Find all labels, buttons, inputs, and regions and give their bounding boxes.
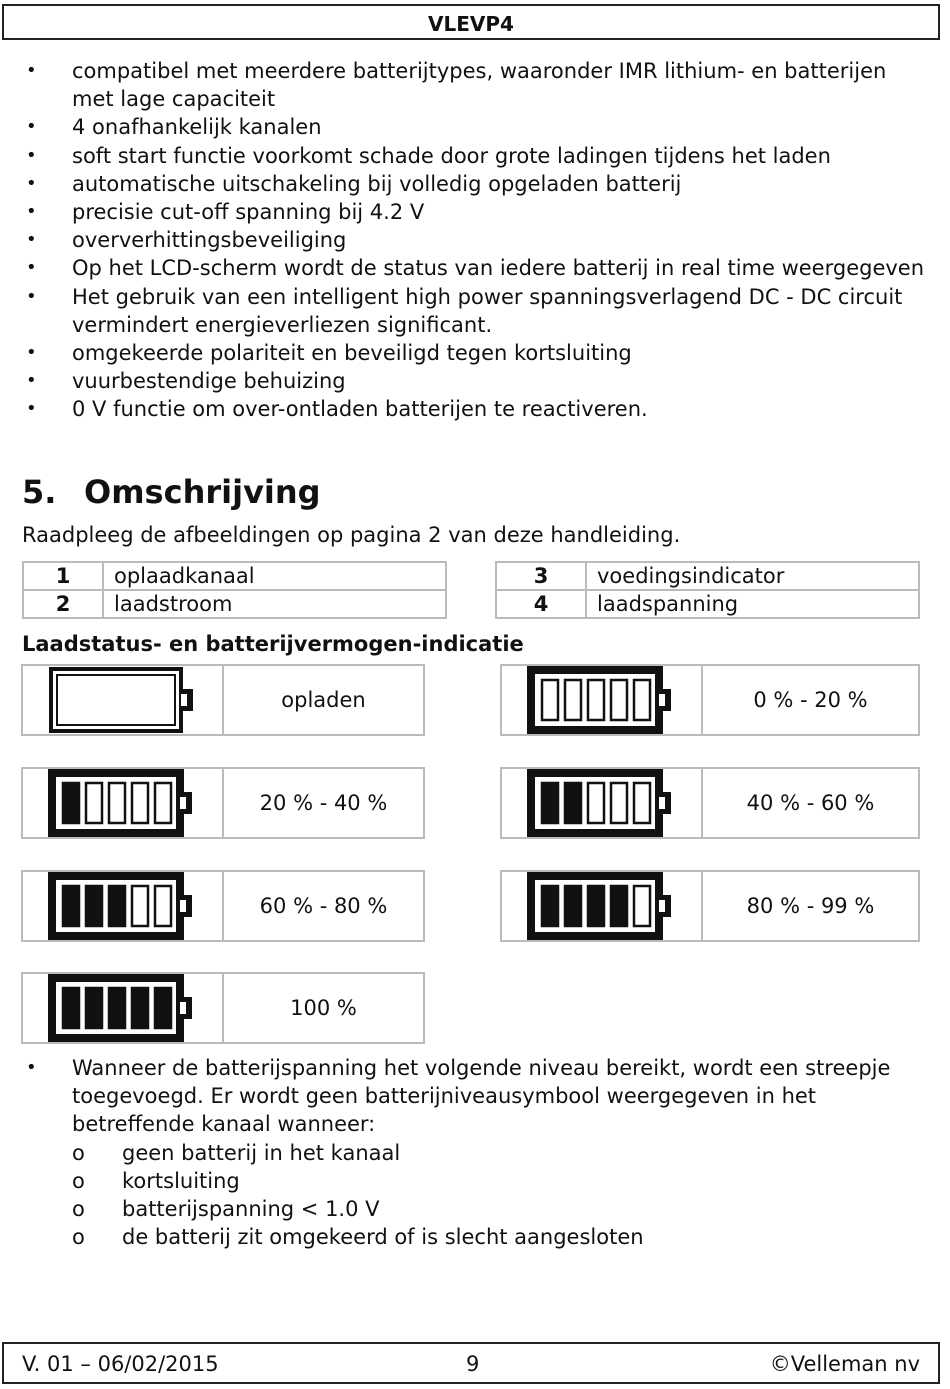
battery-terminal-notch: [180, 797, 186, 809]
battery-bar: [109, 886, 125, 926]
battery-bar: [634, 783, 650, 823]
battery-terminal-notch: [181, 694, 187, 706]
battery-bar: [542, 680, 558, 720]
battery-bar: [542, 783, 558, 823]
footer-version: V. 01 – 06/02/2015: [22, 1352, 219, 1376]
battery-bar: [109, 783, 125, 823]
battery-bar: [132, 783, 148, 823]
section-title: Omschrijving: [84, 473, 321, 511]
battery-bar: [588, 886, 604, 926]
table-row: [23, 562, 446, 590]
footer-copyright: ©Velleman nv: [769, 1352, 920, 1376]
battery-drawing: [527, 665, 677, 735]
list-item: • oververhittingsbeveiliging: [0, 226, 932, 254]
page-footer: [2, 1342, 940, 1384]
part-number: 3: [496, 562, 586, 590]
list-item: • 4 onafhankelijk kanalen: [0, 113, 932, 141]
parts-table-left: [22, 561, 447, 619]
battery-drawing: [527, 768, 677, 838]
battery-bar: [565, 680, 581, 720]
list-item: • Het gebruik van een intelligent high power spanningsverlagend DC - DC circuit vermindert energieverliezen significant.: [26, 284, 903, 337]
battery-icon: [23, 872, 224, 940]
indicator-cell: [21, 767, 425, 839]
battery-icon: [502, 666, 703, 734]
battery-bar: [611, 886, 627, 926]
battery-terminal-notch: [659, 694, 665, 706]
indicator-cell: [21, 664, 425, 736]
battery-bar: [588, 680, 604, 720]
note-section: [0, 1054, 950, 1251]
battery-inner-outline: [57, 675, 175, 725]
bullet-icon: •: [26, 370, 37, 392]
battery-icon: [502, 872, 703, 940]
sub-list-item: o geen batterij in het kanaal: [0, 1139, 950, 1167]
list-item: • vuurbestendige behuizing: [0, 367, 932, 395]
part-label: voedingsindicator: [586, 562, 919, 590]
part-label: oplaadkanaal: [103, 562, 446, 590]
circle-bullet-icon: o: [72, 1225, 85, 1250]
battery-bar: [611, 680, 627, 720]
part-label: laadstroom: [103, 590, 446, 618]
battery-bar: [155, 783, 171, 823]
parts-table-right: [495, 561, 920, 619]
battery-bar: [155, 886, 171, 926]
indicator-cell: [21, 870, 425, 942]
list-item: • Wanneer de batterijspanning het volgende niveau bereikt, wordt een streepje toegevoegd. Er wordt geen batterijniveausymbool weergegeven in het betreffende kanaal wanneer:: [26, 1056, 891, 1137]
battery-drawing: [48, 871, 198, 941]
bullet-icon: •: [26, 172, 37, 194]
battery-bar: [542, 886, 558, 926]
indicator-cell: [500, 767, 920, 839]
battery-bar: [565, 783, 581, 823]
indicator-cell: [500, 664, 920, 736]
list-item: • precisie cut-off spanning bij 4.2 V: [0, 198, 932, 226]
battery-bar: [588, 783, 604, 823]
bullet-icon: •: [26, 398, 37, 420]
battery-bar: [565, 886, 581, 926]
battery-bar: [611, 783, 627, 823]
battery-icon: [23, 769, 224, 837]
feature-list: [0, 57, 950, 424]
table-row: [496, 590, 919, 618]
sub-list-item: o kortsluiting: [0, 1167, 950, 1195]
battery-bar: [634, 886, 650, 926]
battery-terminal-notch: [180, 900, 186, 912]
battery-bar: [86, 988, 102, 1028]
indicator-label: 80 % - 99 %: [746, 894, 875, 918]
battery-terminal-notch: [659, 900, 665, 912]
bullet-icon: •: [26, 229, 37, 251]
indicator-label: opladen: [281, 688, 366, 712]
sub-list-item: o de batterij zit omgekeerd of is slecht aangesloten: [0, 1223, 950, 1251]
bullet-icon: •: [26, 116, 37, 138]
battery-bar: [63, 783, 79, 823]
bullet-icon: •: [26, 144, 37, 166]
bullet-icon: •: [26, 201, 37, 223]
indicator-label: 40 % - 60 %: [746, 791, 875, 815]
battery-bar: [132, 886, 148, 926]
bullet-icon: •: [26, 257, 37, 279]
footer-page-number: 9: [466, 1352, 480, 1376]
indicator-cell: [500, 870, 920, 942]
part-number: 2: [23, 590, 103, 618]
circle-bullet-icon: o: [72, 1197, 85, 1222]
part-label: laadspanning: [586, 590, 919, 618]
battery-bar: [109, 988, 125, 1028]
indicator-label: 100 %: [290, 996, 357, 1020]
indicator-label: 0 % - 20 %: [753, 688, 868, 712]
list-item: • automatische uitschakeling bij volledig opgeladen batterij: [0, 170, 932, 198]
battery-drawing: [527, 871, 677, 941]
indicator-label: 20 % - 40 %: [259, 791, 388, 815]
bullet-icon: •: [26, 285, 37, 307]
indicator-label: 60 % - 80 %: [259, 894, 388, 918]
list-item: • compatibel met meerdere batterijtypes, waaronder IMR lithium- en batterijen met lage capaciteit: [26, 59, 887, 112]
subheading: Laadstatus- en batterijvermogen-indicatie: [22, 632, 524, 656]
part-number: 4: [496, 590, 586, 618]
section-heading: [22, 473, 321, 511]
bullet-icon: •: [26, 342, 37, 364]
page-header: VLEVP4: [2, 4, 940, 40]
indicator-cell: [21, 972, 425, 1044]
battery-bar: [63, 988, 79, 1028]
circle-bullet-icon: o: [72, 1140, 85, 1165]
circle-bullet-icon: o: [72, 1168, 85, 1193]
part-number: 1: [23, 562, 103, 590]
battery-bar: [634, 680, 650, 720]
table-row: [496, 562, 919, 590]
bullet-icon: •: [26, 60, 37, 81]
battery-drawing: [48, 665, 198, 735]
battery-bar: [63, 886, 79, 926]
battery-bar: [132, 988, 148, 1028]
list-item: • 0 V functie om over-ontladen batterijen te reactiveren.: [0, 395, 932, 423]
list-item: • Op het LCD-scherm wordt de status van iedere batterij in real time weergegeven: [0, 254, 932, 282]
battery-outline: [51, 669, 181, 731]
battery-drawing: [48, 973, 198, 1043]
battery-icon: [23, 666, 224, 734]
battery-bar: [155, 988, 171, 1028]
list-item: • omgekeerde polariteit en beveiligd tegen kortsluiting: [0, 339, 932, 367]
table-row: [23, 590, 446, 618]
battery-icon: [23, 974, 224, 1042]
battery-terminal-notch: [180, 1002, 186, 1014]
intro-text: Raadpleeg de afbeeldingen op pagina 2 van deze handleiding.: [22, 523, 681, 547]
battery-icon: [502, 769, 703, 837]
list-item: • soft start functie voorkomt schade door grote ladingen tijdens het laden: [0, 142, 932, 170]
battery-bar: [86, 886, 102, 926]
battery-bar: [86, 783, 102, 823]
battery-drawing: [48, 768, 198, 838]
bullet-icon: •: [26, 1057, 37, 1078]
section-number: 5.: [22, 473, 57, 511]
battery-terminal-notch: [659, 797, 665, 809]
sub-list-item: o batterijspanning < 1.0 V: [0, 1195, 950, 1223]
